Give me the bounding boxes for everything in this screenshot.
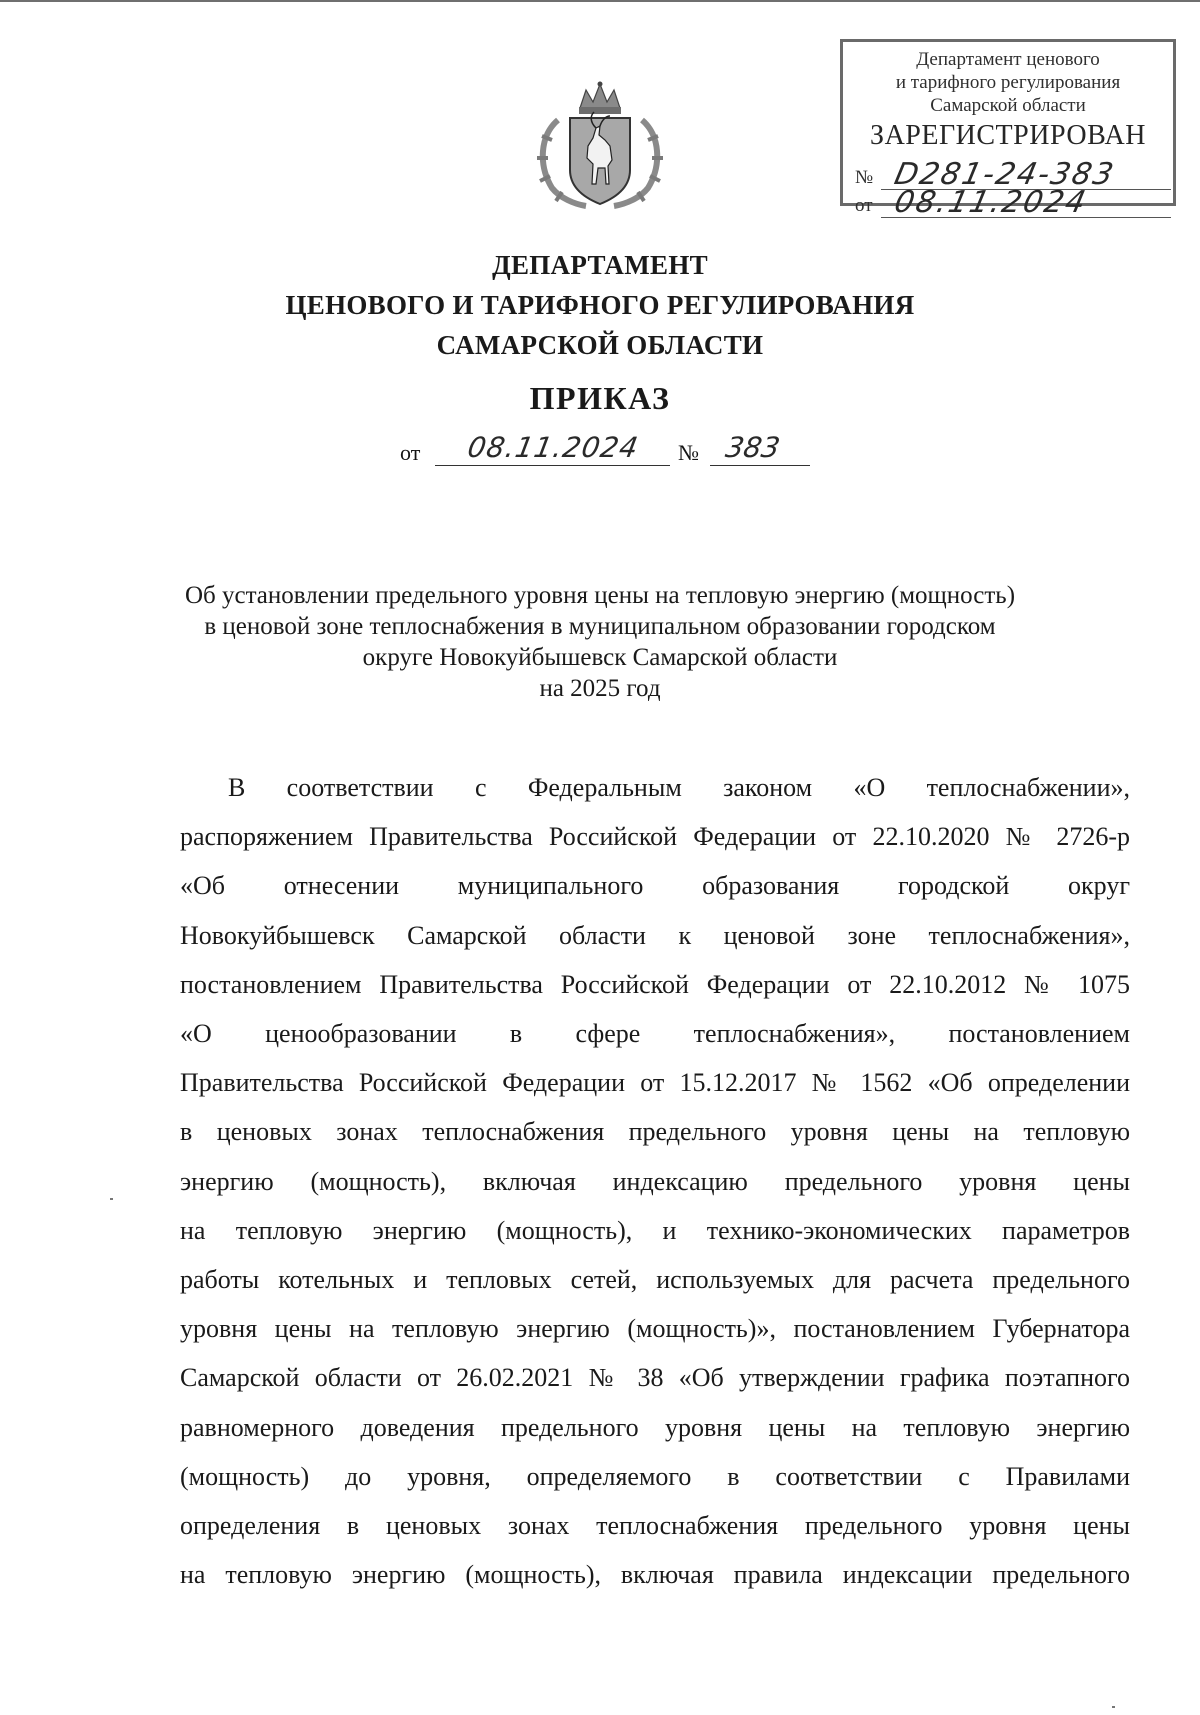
department-line-3: САМАРСКОЙ ОБЛАСТИ bbox=[436, 330, 764, 360]
body-line: на тепловую энергию (мощность), включая правила индексации предельного bbox=[180, 1560, 1130, 1590]
subject-line-2: в ценовой зоне теплоснабжения в муниципальном образовании городском bbox=[204, 613, 996, 640]
order-date-underline bbox=[435, 465, 670, 466]
body-line: определения в ценовых зонах теплоснабжения предельного уровня цены bbox=[180, 1511, 1130, 1541]
stamp-line-2: и тарифного регулирования bbox=[895, 72, 1121, 93]
scan-speck bbox=[1112, 1706, 1115, 1708]
stamp-date-value: 08.11.2024 bbox=[891, 185, 1091, 220]
body-line: уровня цены на тепловую энергию (мощность)», постановлением Губернатора bbox=[180, 1314, 1130, 1344]
order-subject bbox=[150, 580, 1050, 704]
order-date-number bbox=[400, 428, 820, 472]
subject-line-4: на 2025 год bbox=[539, 675, 661, 702]
order-body-text bbox=[180, 763, 1130, 1599]
department-line-1: ДЕПАРТАМЕНТ bbox=[492, 250, 708, 280]
subject-line-1: Об установлении предельного уровня цены на тепловую энергию (мощность) bbox=[184, 582, 1016, 609]
order-date-label: от bbox=[400, 440, 421, 465]
body-line: работы котельных и тепловых сетей, используемых для расчета предельного bbox=[180, 1265, 1130, 1295]
stamp-line-1: Департамент ценового bbox=[916, 49, 1100, 70]
stamp-status: ЗАРЕГИСТРИРОВАН bbox=[870, 120, 1146, 151]
stamp-date-row bbox=[855, 185, 1175, 220]
order-number-underline bbox=[710, 465, 810, 466]
stamp-number-value: D281-24-383 bbox=[891, 157, 1119, 192]
coat-of-arms-icon bbox=[530, 80, 670, 212]
stamp-date-label: от bbox=[855, 195, 873, 216]
order-number-label: № bbox=[678, 440, 699, 465]
body-line: в ценовых зонах теплоснабжения предельного уровня цены на тепловую bbox=[180, 1117, 1130, 1147]
order-number-value: 383 bbox=[723, 431, 783, 464]
body-line: постановлением Правительства Российской Федерации от 22.10.2012 № 1075 bbox=[180, 969, 1130, 999]
body-line: Самарской области от 26.02.2021 № 38 «Об утверждении графика поэтапного bbox=[180, 1363, 1130, 1393]
stamp-line-3: Самарской области bbox=[930, 95, 1086, 116]
body-line: распоряжением Правительства Российской Федерации от 22.10.2020 № 2726-р bbox=[180, 822, 1130, 852]
stamp-number-label: № bbox=[855, 167, 874, 188]
department-line-2: ЦЕНОВОГО И ТАРИФНОГО РЕГУЛИРОВАНИЯ bbox=[285, 290, 915, 320]
subject-line-3: округе Новокуйбышевск Самарской области bbox=[362, 644, 838, 671]
body-line: Правительства Российской Федерации от 15.12.2017 № 1562 «Об определении bbox=[180, 1068, 1130, 1098]
body-line: (мощность) до уровня, определяемого в соответствии с Правилами bbox=[180, 1461, 1130, 1491]
body-line: «О ценообразовании в сфере теплоснабжения», постановлением bbox=[180, 1019, 1130, 1049]
body-line: равномерного доведения предельного уровня цены на тепловую энергию bbox=[180, 1412, 1130, 1442]
department-header bbox=[0, 245, 1200, 365]
body-line: «Об отнесении муниципального образования городской округ bbox=[180, 871, 1130, 901]
body-line: В соответствии с Федеральным законом «О теплоснабжении», bbox=[228, 773, 1130, 802]
body-line: Новокуйбышевск Самарской области к ценовой зоне теплоснабжения», bbox=[180, 920, 1130, 950]
registration-stamp bbox=[840, 39, 1176, 220]
scan-speck bbox=[110, 1198, 113, 1200]
order-title: ПРИКАЗ bbox=[529, 380, 671, 416]
order-date-value: 08.11.2024 bbox=[465, 431, 642, 464]
body-line: на тепловую энергию (мощность), и технико-экономических параметров bbox=[180, 1215, 1130, 1245]
body-line: энергию (мощность), включая индексацию предельного уровня цены bbox=[180, 1166, 1130, 1196]
scan-edge bbox=[0, 0, 1200, 2]
